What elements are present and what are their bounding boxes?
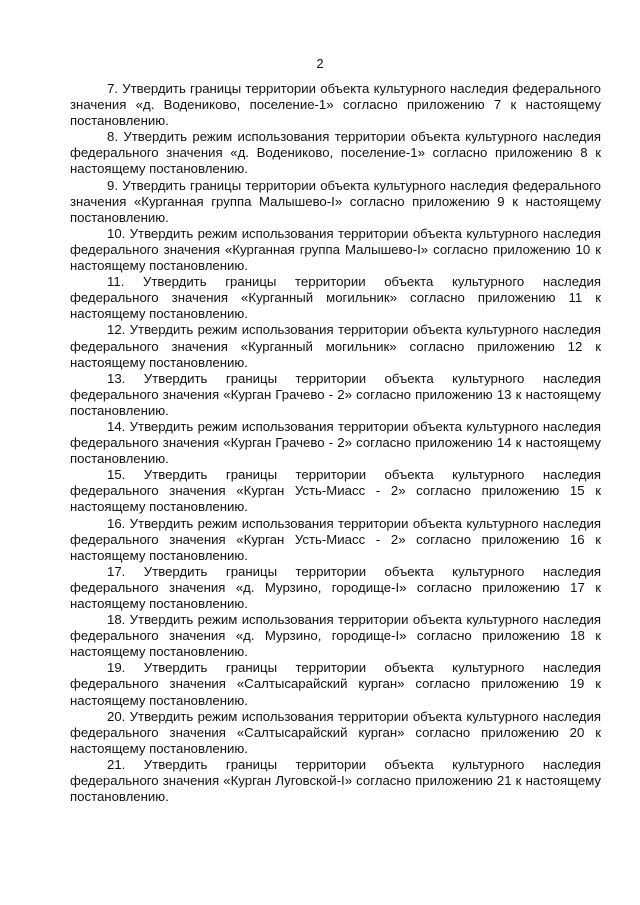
paragraph-item-19: 19. Утвердить границы территории объекта культурного наследия федерального значения «Салтысарайский курган» согласно приложению 19 к настоящему постановлению. [70, 660, 601, 708]
paragraph-item-9: 9. Утвердить границы территории объекта культурного наследия федерального значения «Курганная группа Малышево-I» согласно приложению 9 к настоящему постановлению. [70, 177, 601, 225]
paragraph-item-21: 21. Утвердить границы территории объекта культурного наследия федерального значения «Курган Луговской-I» согласно приложению 21 к настоящему постановлению. [70, 756, 601, 805]
paragraph-item-7: 7. Утвердить границы территории объекта культурного наследия федерального значения «д. Водениково, поселение-1» согласно приложению 7 к настоящему постановлению. [70, 81, 601, 129]
page-number: 2 [316, 56, 324, 71]
paragraph-item-14: 14. Утвердить режим использования территории объекта культурного наследия федерального значения «Курган Грачево - 2» согласно приложению 14 к настоящему постановлению. [70, 418, 601, 467]
paragraph-item-18: 18. Утвердить режим использования территории объекта культурного наследия федерального значения «д. Мурзино, городище-I» согласно приложению 18 к настоящему постановлению. [70, 612, 601, 660]
paragraph-item-16: 16. Утвердить режим использования территории объекта культурного наследия федерального значения «Курган Усть-Миасс - 2» согласно приложению 16 к настоящему постановлению. [70, 515, 601, 563]
paragraph-item-20: 20. Утвердить режим использования территории объекта культурного наследия федерального значения «Салтысарайский курган» согласно приложению 20 к настоящему постановлению. [70, 708, 601, 756]
paragraph-item-12: 12. Утвердить режим использования территории объекта культурного наследия федерального значения «Курганный могильник» согласно приложению 12 к настоящему постановлению. [70, 322, 601, 370]
paragraph-item-10: 10. Утвердить режим использования территории объекта культурного наследия федерального значения «Курганная группа Малышево-I» согласно приложению 10 к настоящему постановлению. [70, 225, 601, 274]
paragraph-item-17: 17. Утвердить границы территории объекта культурного наследия федерального значения «д. Мурзино, городище-I» согласно приложению 17 к настоящему постановлению. [70, 563, 601, 611]
document-body [70, 81, 601, 805]
paragraph-item-15: 15. Утвердить границы территории объекта культурного наследия федерального значения «Курган Усть-Миасс - 2» согласно приложению 15 к настоящему постановлению. [70, 467, 601, 515]
paragraph-item-8: 8. Утвердить режим использования территории объекта культурного наследия федерального значения «д. Водениково, поселение-1» согласно приложению 8 к настоящему постановлению. [70, 129, 601, 177]
paragraph-item-11: 11. Утвердить границы территории объекта культурного наследия федерального значения «Курганный могильник» согласно приложению 11 к настоящему постановлению. [70, 274, 601, 322]
paragraph-item-13: 13. Утвердить границы территории объекта культурного наследия федерального значения «Курган Грачево - 2» согласно приложению 13 к настоящему постановлению. [70, 370, 601, 418]
